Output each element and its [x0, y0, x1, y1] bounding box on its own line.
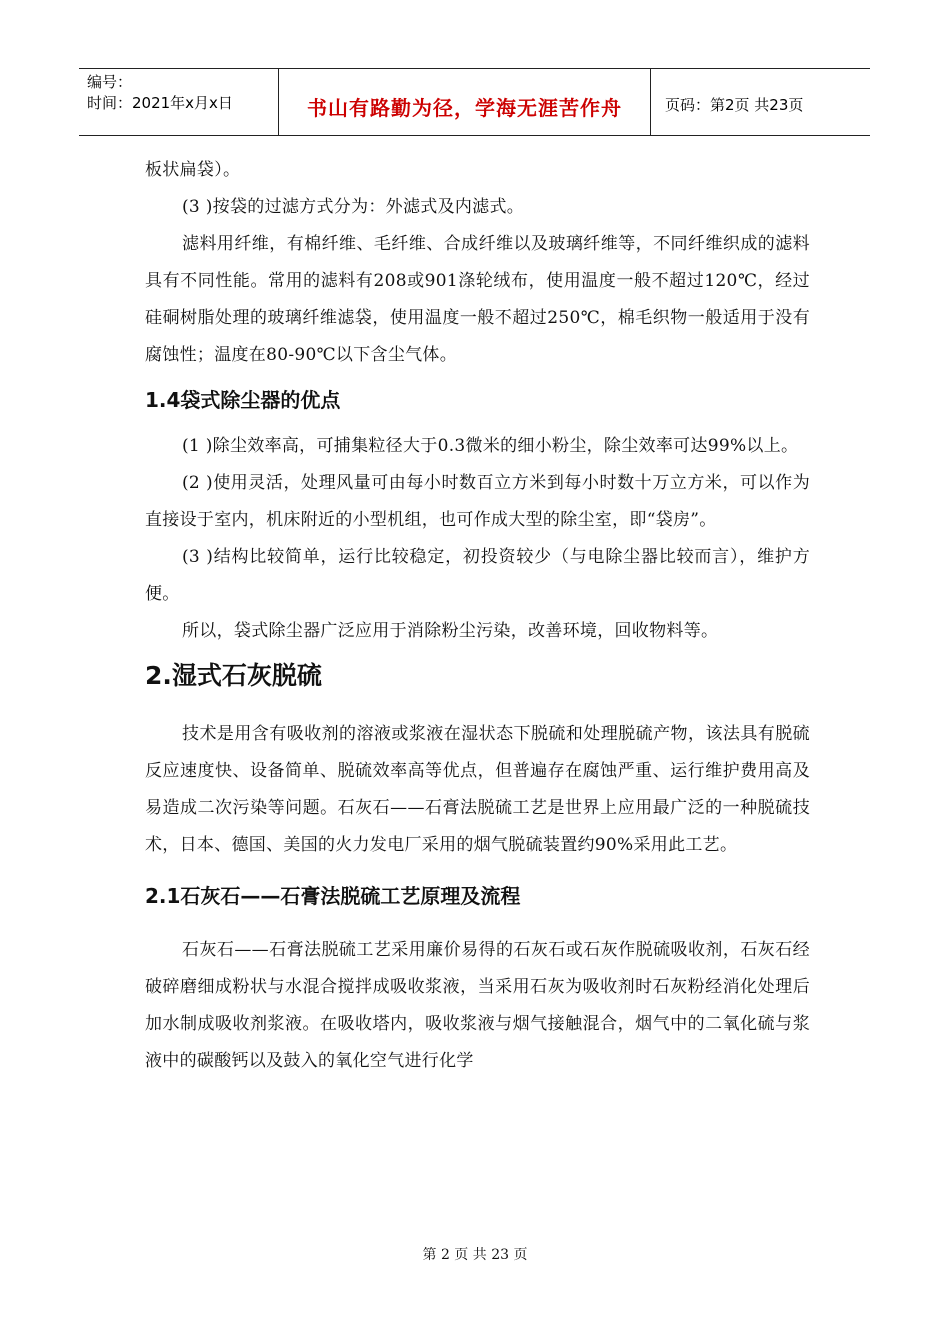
paragraph-2: (3 )按袋的过滤方式分为：外滤式及内滤式。 [182, 197, 525, 217]
paragraph-3: 滤料用纤维，有棉纤维、毛纤维、合成纤维以及玻璃纤维等，不同纤维织成的滤料具有不同性能。常用的滤料有208或901涤轮绒布，使用温度一般不超过120℃，经过硅硐树脂处理的玻璃纤维滤袋，使用温度一般不超过250℃，棉毛织物一般适用于没有腐蚀性；温度在80-90℃以下含尘气体。 [145, 234, 810, 365]
section-heading-2-1: 2.1石灰石——石膏法脱硫工艺原理及流程 [145, 884, 521, 908]
section-heading-1-4: 1.4袋式除尘器的优点 [145, 388, 341, 412]
page-footer: 第 2 页 共 23 页 [422, 1247, 528, 1263]
time-label: 时间：2021年x月x日 [87, 94, 233, 112]
header-page-info: 页码：第2页 共23页 [665, 95, 804, 114]
paragraph-4: (1 )除尘效率高，可捕集粒径大于0.3微米的细小粉尘，除尘效率可达99%以上。 [182, 436, 799, 456]
section-heading-2: 2.湿式石灰脱硫 [145, 661, 322, 690]
document-body [145, 152, 810, 1080]
number-label: 编号： [87, 73, 133, 91]
header-motto: 书山有路勤为径，学海无涯苦作舟 [279, 69, 651, 135]
paragraph-1: 板状扁袋）。 [145, 160, 241, 180]
paragraph-5: (2 )使用灵活，处理风量可由每小时数百立方米到每小时数十万立方米，可以作为直接设于室内，机床附近的小型机组，也可作成大型的除尘室，即“袋房”。 [145, 473, 810, 530]
paragraph-7: 所以，袋式除尘器广泛应用于消除粉尘污染，改善环境，回收物料等。 [182, 621, 719, 641]
paragraph-6: (3 )结构比较简单，运行比较稳定，初投资较少（与电除尘器比较而言），维护方便。 [145, 547, 810, 604]
header-meta [79, 69, 279, 135]
paragraph-8: 技术是用含有吸收剂的溶液或浆液在湿状态下脱硫和处理脱硫产物，该法具有脱硫反应速度快、设备简单、脱硫效率高等优点，但普遍存在腐蚀严重、运行维护费用高及易造成二次污染等问题。石灰石——石膏法脱硫工艺是世界上应用最广泛的一种脱硫技术，日本、德国、美国的火力发电厂采用的烟气脱硫装置约90%采用此工艺。 [145, 724, 810, 855]
page-header [79, 68, 870, 136]
paragraph-9: 石灰石——石膏法脱硫工艺采用廉价易得的石灰石或石灰作脱硫吸收剂，石灰石经破碎磨细成粉状与水混合搅拌成吸收浆液，当采用石灰为吸收剂时石灰粉经消化处理后加水制成吸收剂浆液。在吸收塔内，吸收浆液与烟气接触混合，烟气中的二氧化硫与浆液中的碳酸钙以及鼓入的氧化空气进行化学 [145, 940, 810, 1071]
